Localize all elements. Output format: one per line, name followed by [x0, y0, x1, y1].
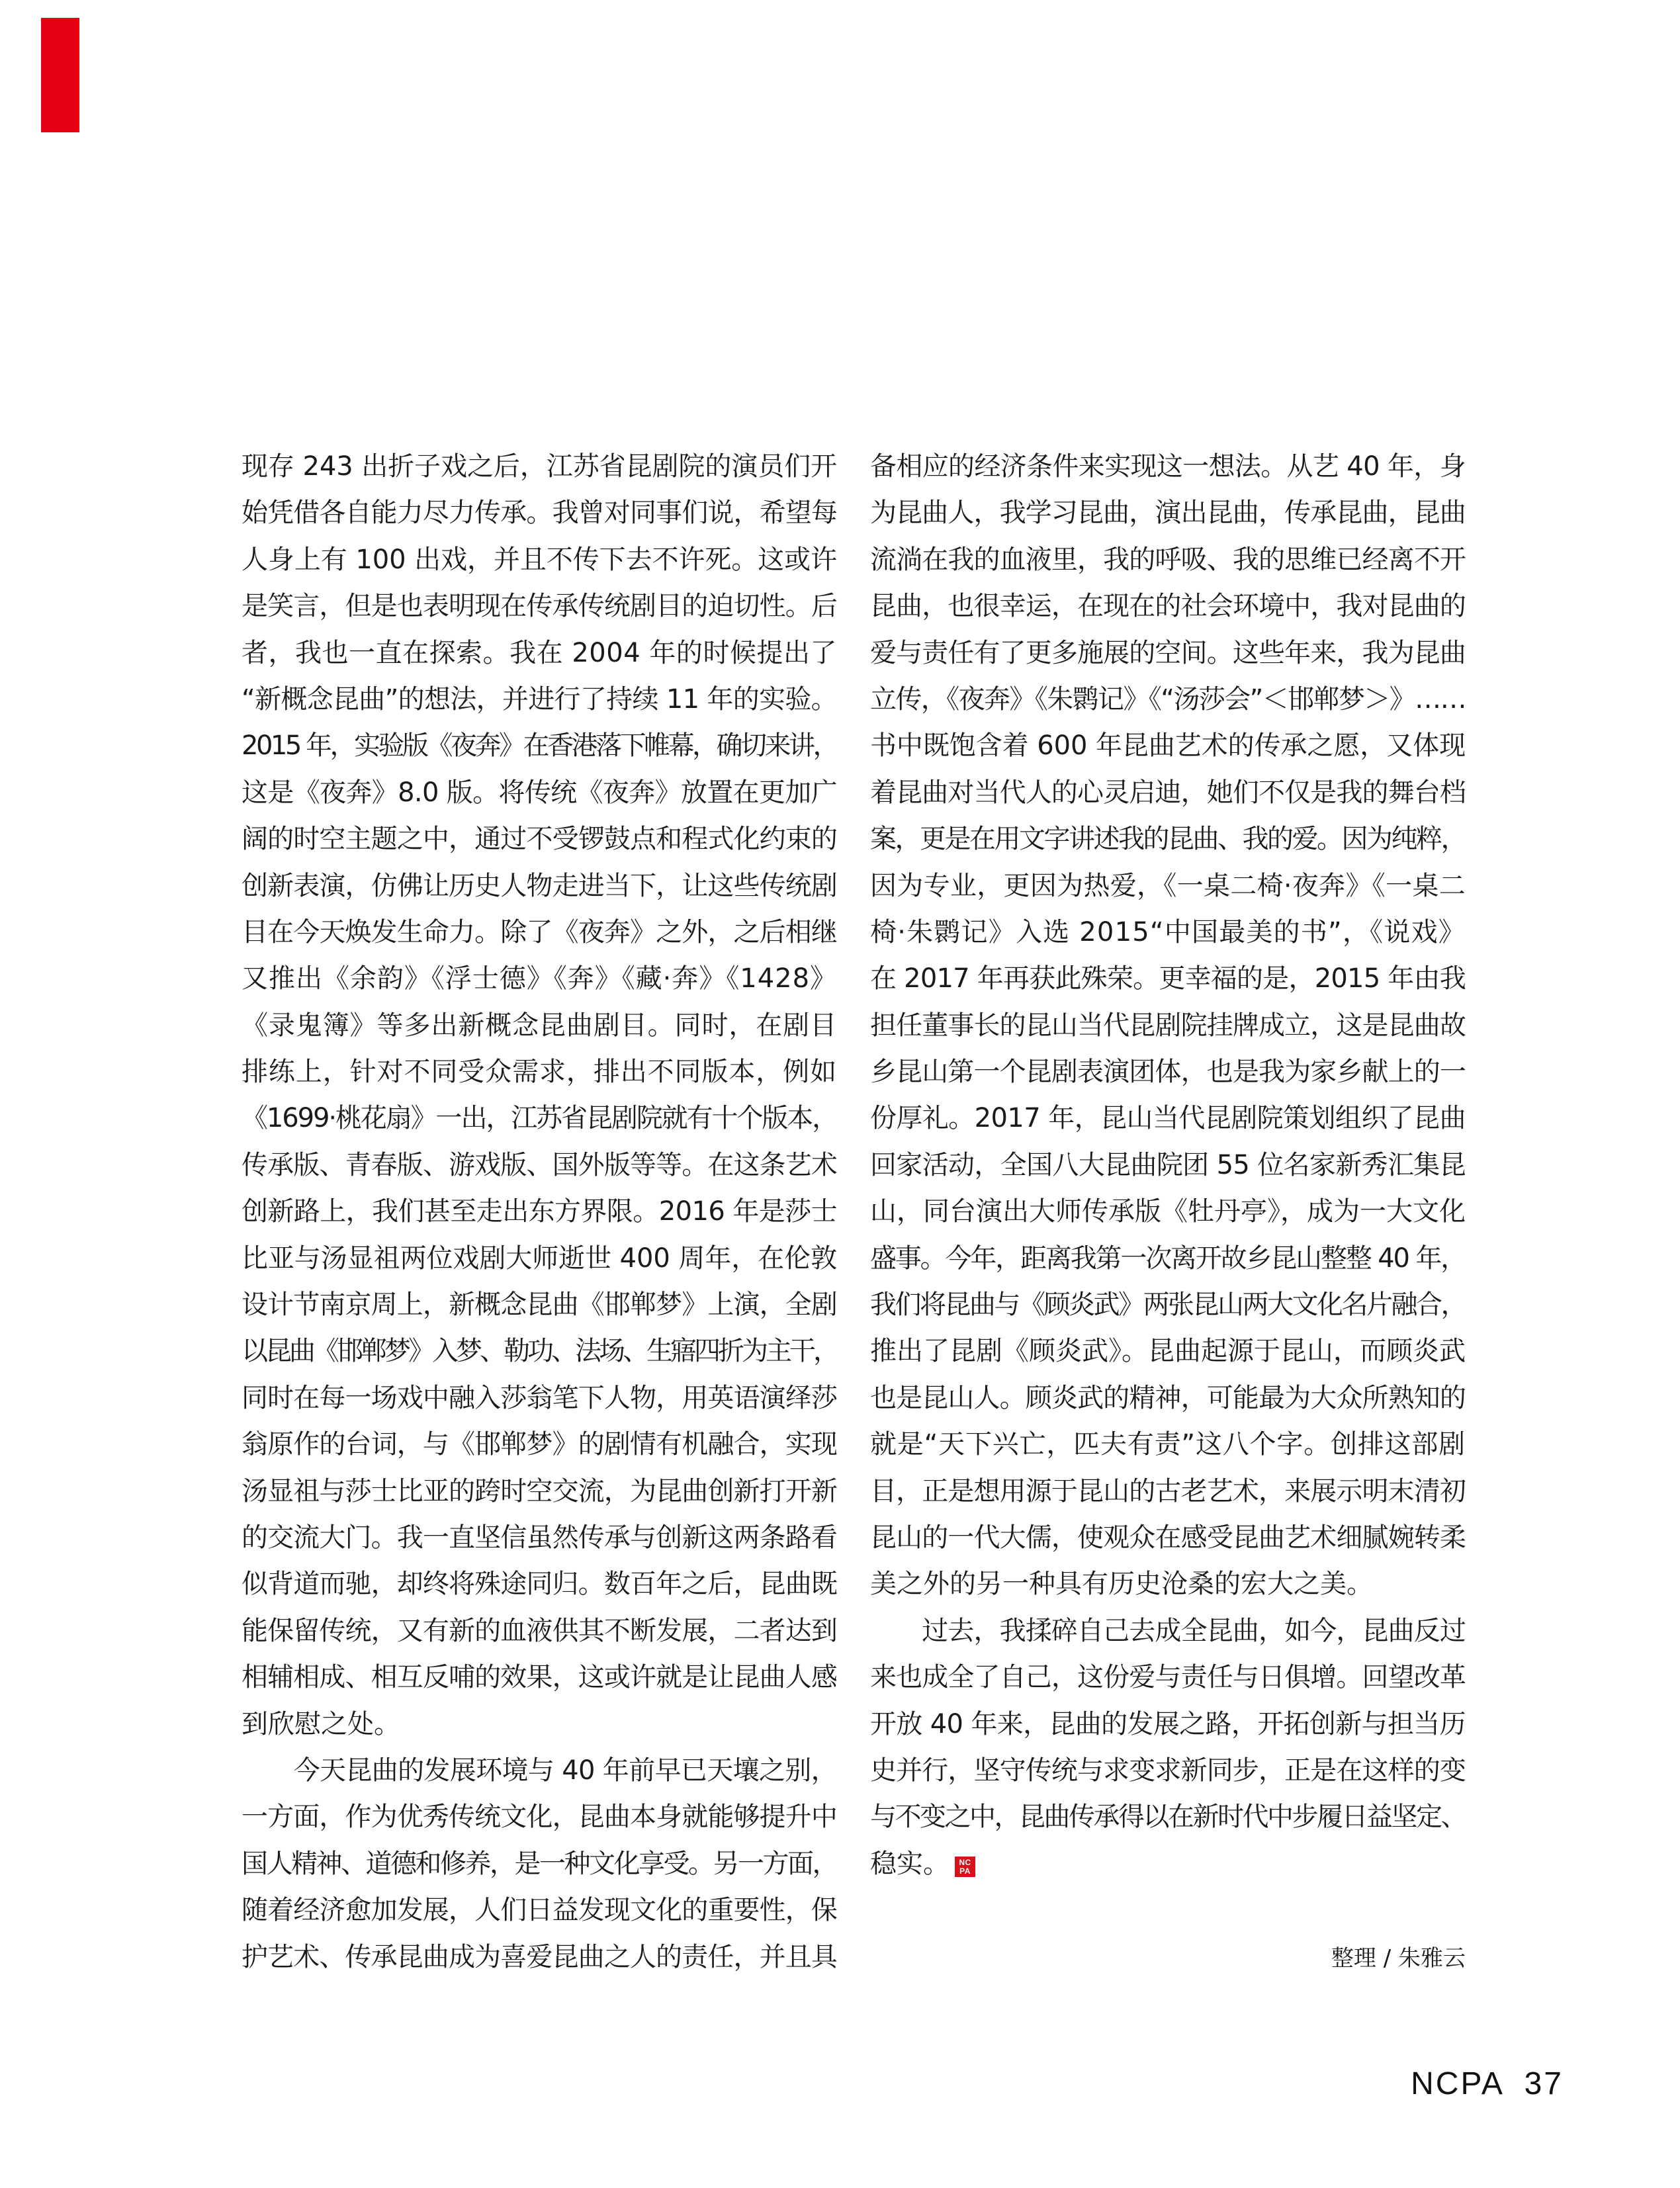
- text-line: 我们将昆曲与《顾炎武》两张昆山两大文化名片融合，: [870, 1290, 1466, 1321]
- text-line: 这是《夜奔》8.0 版。将传统《夜奔》放置在更加广: [242, 777, 837, 808]
- text-line: 汤显祖与莎士比亚的跨时空交流，为昆曲创新打开新: [242, 1475, 837, 1507]
- text-line: 着昆曲对当代人的心灵启迪，她们不仅是我的舞台档: [870, 777, 1466, 808]
- text-line: 就是“天下兴亡，匹夫有责”这八个字。创排这部剧: [870, 1429, 1466, 1460]
- text-line: 翁原作的台词，与《邯郸梦》的剧情有机融合，实现: [242, 1429, 837, 1460]
- text-line: 案，更是在用文字讲述我的昆曲、我的爱。因为纯粹，: [870, 824, 1466, 855]
- article-right-column: [870, 443, 1466, 1887]
- text-line: 到欣慰之处。: [242, 1708, 400, 1739]
- text-line: 与不变之中，昆曲传承得以在新时代中步履日益坚定、: [870, 1802, 1466, 1833]
- text-line: 在 2017 年再获此殊荣。更幸福的是，2015 年由我: [870, 963, 1466, 994]
- text-line: 目在今天焕发生命力。除了《夜奔》之外，之后相继: [242, 916, 837, 947]
- text-line: 稳实。 NC PA: [870, 1841, 1466, 1887]
- text-line: 《录鬼簿》等多出新概念昆曲剧目。同时，在剧目: [242, 1010, 837, 1041]
- text-line: 同时在每一场戏中融入莎翁笔下人物，用英语演绎莎: [242, 1382, 837, 1413]
- text-line: 比亚与汤显祖两位戏剧大师逝世 400 周年，在伦敦: [242, 1243, 837, 1274]
- text-line: 史并行，坚守传统与求变求新同步，正是在这样的变: [870, 1755, 1466, 1786]
- text-line: 《1699·桃花扇》一出，江苏省昆剧院就有十个版本，: [242, 1103, 837, 1134]
- ncpa-end-mark-logo: NC PA: [955, 1857, 975, 1877]
- text-line: 担任董事长的昆山当代昆剧院挂牌成立，这是昆曲故: [870, 1010, 1466, 1041]
- text-line: 能保留传统，又有新的血液供其不断发展，二者达到: [242, 1615, 837, 1646]
- text-line: 设计节南京周上，新概念昆曲《邯郸梦》上演，全剧: [242, 1290, 837, 1321]
- text-line: 一方面，作为优秀传统文化，昆曲本身就能够提升中: [242, 1802, 837, 1833]
- text-line: 推出了昆剧《顾炎武》。昆曲起源于昆山，而顾炎武: [870, 1336, 1466, 1367]
- text-line: 又推出《余韵》《浮士德》《奔》《藏·奔》《1428》: [242, 963, 837, 994]
- text-line: 人身上有 100 出戏，并且不传下去不许死。这或许: [242, 544, 837, 575]
- text-line: 昆曲，也很幸运，在现在的社会环境中，我对昆曲的: [870, 591, 1466, 622]
- text-line: “新概念昆曲”的想法，并进行了持续 11 年的实验。: [242, 683, 837, 715]
- text-line: 山，同台演出大师传承版《牡丹亭》，成为一大文化: [870, 1196, 1466, 1227]
- text-line: 以昆曲《邯郸梦》入梦、勒功、法场、生寤四折为主干，: [242, 1336, 837, 1367]
- text-line: 盛事。今年，距离我第一次离开故乡昆山整整 40 年，: [870, 1243, 1466, 1274]
- text-line: 始凭借各自能力尽力传承。我曾对同事们说，希望每: [242, 498, 837, 529]
- text-line: 随着经济愈加发展，人们日益发现文化的重要性，保: [242, 1895, 837, 1926]
- text-line: 书中既饱含着 600 年昆曲艺术的传承之愿，又体现: [870, 730, 1466, 762]
- text-line: 回家活动，全国八大昆曲院团 55 位名家新秀汇集昆: [870, 1149, 1466, 1180]
- text-line: 创新表演，仿佛让历史人物走进当下，让这些传统剧: [242, 870, 837, 901]
- text-line: 来也成全了自己，这份爱与责任与日俱增。回望改革: [870, 1662, 1466, 1693]
- text-line: 创新路上，我们甚至走出东方界限。2016 年是莎士: [242, 1196, 837, 1227]
- text-line: 份厚礼。2017 年，昆山当代昆剧院策划组织了昆曲: [870, 1103, 1466, 1134]
- text-line: 似背道而驰，却终将殊途同归。数百年之后，昆曲既: [242, 1569, 837, 1600]
- text-line: 今天昆曲的发展环境与 40 年前早已天壤之别，: [242, 1755, 837, 1786]
- text-line: 2015 年，实验版《夜奔》在香港落下帷幕，确切来讲，: [242, 730, 837, 762]
- text-line: 传承版、青春版、游戏版、国外版等等。在这条艺术: [242, 1149, 837, 1180]
- text-line: 开放 40 年来，昆曲的发展之路，开拓创新与担当历: [870, 1708, 1466, 1739]
- text-line: 目，正是想用源于昆山的古老艺术，来展示明末清初: [870, 1475, 1466, 1507]
- text-line: 现存 243 出折子戏之后，江苏省昆剧院的演员们开: [242, 451, 837, 482]
- text-line: 相辅相成、相互反哺的效果，这或许就是让昆曲人感: [242, 1662, 837, 1693]
- editor-attribution: 整理 / 朱雅云: [1331, 1945, 1466, 1972]
- text-line: 为昆曲人，我学习昆曲，演出昆曲，传承昆曲，昆曲: [870, 498, 1466, 529]
- text-line: 者，我也一直在探索。我在 2004 年的时候提出了: [242, 637, 837, 668]
- text-line: 护艺术、传承昆曲成为喜爱昆曲之人的责任，并且具: [242, 1941, 837, 1972]
- text-line: 昆山的一代大儒，使观众在感受昆曲艺术细腻婉转柔: [870, 1522, 1466, 1553]
- article-left-column: [242, 443, 837, 1980]
- text-line: 过去，我揉碎自己去成全昆曲，如今，昆曲反过: [870, 1615, 1466, 1646]
- text-line: 是笑言，但是也表明现在传承传统剧目的迫切性。后: [242, 591, 837, 622]
- text-line: 椅·朱鹮记》入选 2015“中国最美的书”，《说戏》: [870, 916, 1466, 947]
- text-line: 立传，《夜奔》《朱鹮记》《“汤莎会”＜邯郸梦＞》……: [870, 683, 1466, 715]
- text-line: 乡昆山第一个昆剧表演团体，也是我为家乡献上的一: [870, 1057, 1466, 1088]
- text-line: 美之外的另一种具有历史沧桑的宏大之美。: [870, 1569, 1373, 1600]
- text-line: 国人精神、道德和修养，是一种文化享受。另一方面，: [242, 1848, 837, 1879]
- text-line: 备相应的经济条件来实现这一想法。从艺 40 年，身: [870, 451, 1466, 482]
- text-line: 也是昆山人。顾炎武的精神，可能最为大众所熟知的: [870, 1382, 1466, 1413]
- red-corner-mark: [41, 18, 79, 132]
- text-line: 排练上，针对不同受众需求，排出不同版本，例如: [242, 1057, 837, 1088]
- text-line: 阔的时空主题之中，通过不受锣鼓点和程式化约束的: [242, 824, 837, 855]
- page-number: NCPA 37: [1411, 2066, 1564, 2101]
- text-line: 爱与责任有了更多施展的空间。这些年来，我为昆曲: [870, 637, 1466, 668]
- text-line: 的交流大门。我一直坚信虽然传承与创新这两条路看: [242, 1522, 837, 1553]
- text-line: 流淌在我的血液里，我的呼吸、我的思维已经离不开: [870, 544, 1466, 575]
- text-line: 因为专业，更因为热爱，《一桌二椅·夜奔》《一桌二: [870, 870, 1466, 901]
